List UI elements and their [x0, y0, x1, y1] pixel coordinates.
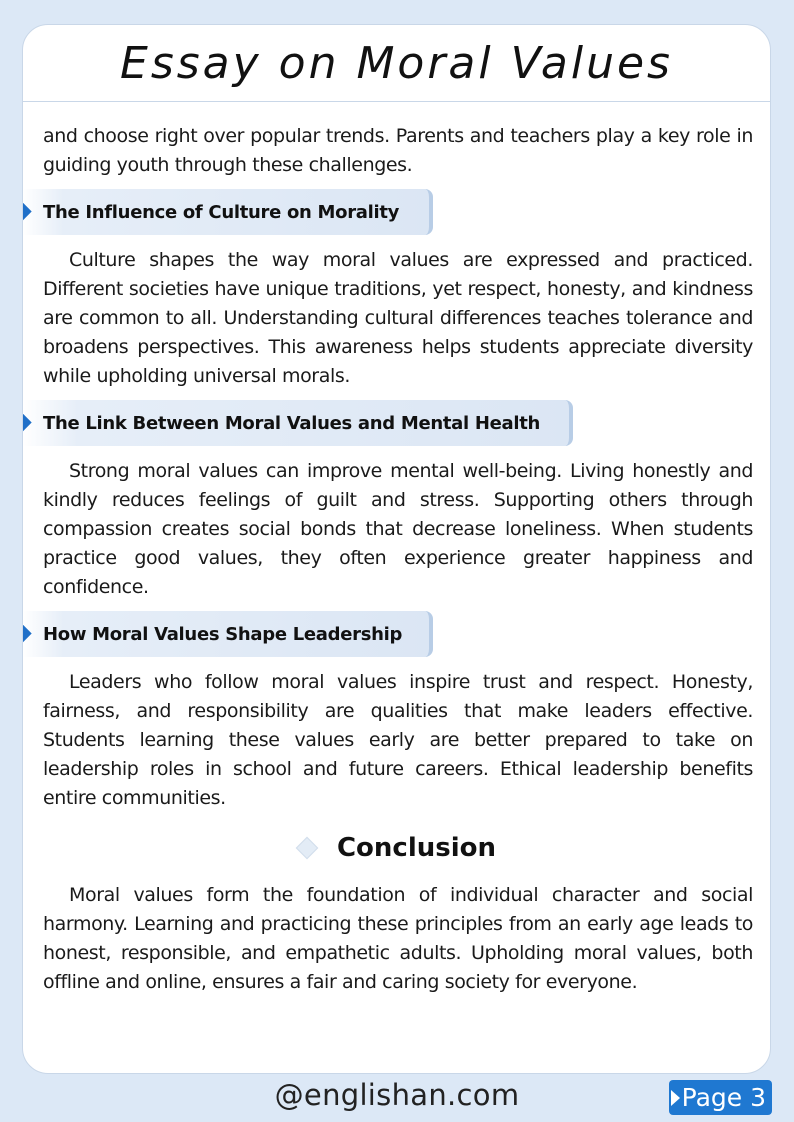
arrow-right-icon	[671, 1090, 680, 1106]
section-heading-leadership	[23, 611, 433, 657]
section-heading-text: How Moral Values Shape Leadership	[43, 623, 403, 645]
page-title: Essay on Moral Values	[120, 37, 673, 89]
section-heading-text: The Link Between Moral Values and Mental Health	[43, 412, 541, 434]
essay-card	[22, 24, 771, 1074]
title-bar	[23, 25, 770, 102]
page-number-badge	[669, 1080, 772, 1115]
section-heading-mental-health	[23, 400, 573, 446]
section-paragraph-mental-health: Strong moral values can improve mental well-being. Living honestly and kindly reduces feelings of guilt and stress. Supporting others through compassion creates social bonds that decrease loneliness. When students practice good values, they often experience greater happiness and confidence.	[43, 460, 753, 598]
page-number-label: Page 3	[681, 1083, 766, 1112]
section-heading-text: The Influence of Culture on Morality	[43, 201, 400, 223]
diamond-icon	[296, 837, 319, 860]
conclusion-heading-text: Conclusion	[336, 833, 497, 863]
section-paragraph-culture: Culture shapes the way moral values are expressed and practiced. Different societies have unique traditions, yet respect, honesty, and kindness are common to all. Understanding cultural differences teaches tolerance and broadens perspectives. This awareness helps students appreciate diversity while upholding universal morals.	[43, 249, 753, 387]
section-paragraph-leadership: Leaders who follow moral values inspire trust and respect. Honesty, fairness, and responsibility are qualities that make leaders effective. Students learning these values early are better prepared to take on leadership roles in school and future careers. Ethical leadership benefits entire communities.	[43, 671, 753, 809]
section-heading-culture	[23, 189, 433, 235]
diamond-icon	[22, 202, 32, 220]
conclusion-paragraph: Moral values form the foundation of individual character and social harmony. Learning and practicing these principles from an early age leads to honest, responsible, and empathetic adults. Upholding moral values, both offline and online, ensures a fair and caring society for everyone.	[43, 884, 753, 993]
conclusion-heading	[23, 828, 771, 868]
intro-paragraph: and choose right over popular trends. Parents and teachers play a key role in guiding youth through these challenges.	[43, 125, 753, 176]
website-link[interactable]: @englishan.com	[274, 1078, 520, 1112]
diamond-icon	[22, 413, 32, 431]
diamond-icon	[22, 624, 32, 642]
